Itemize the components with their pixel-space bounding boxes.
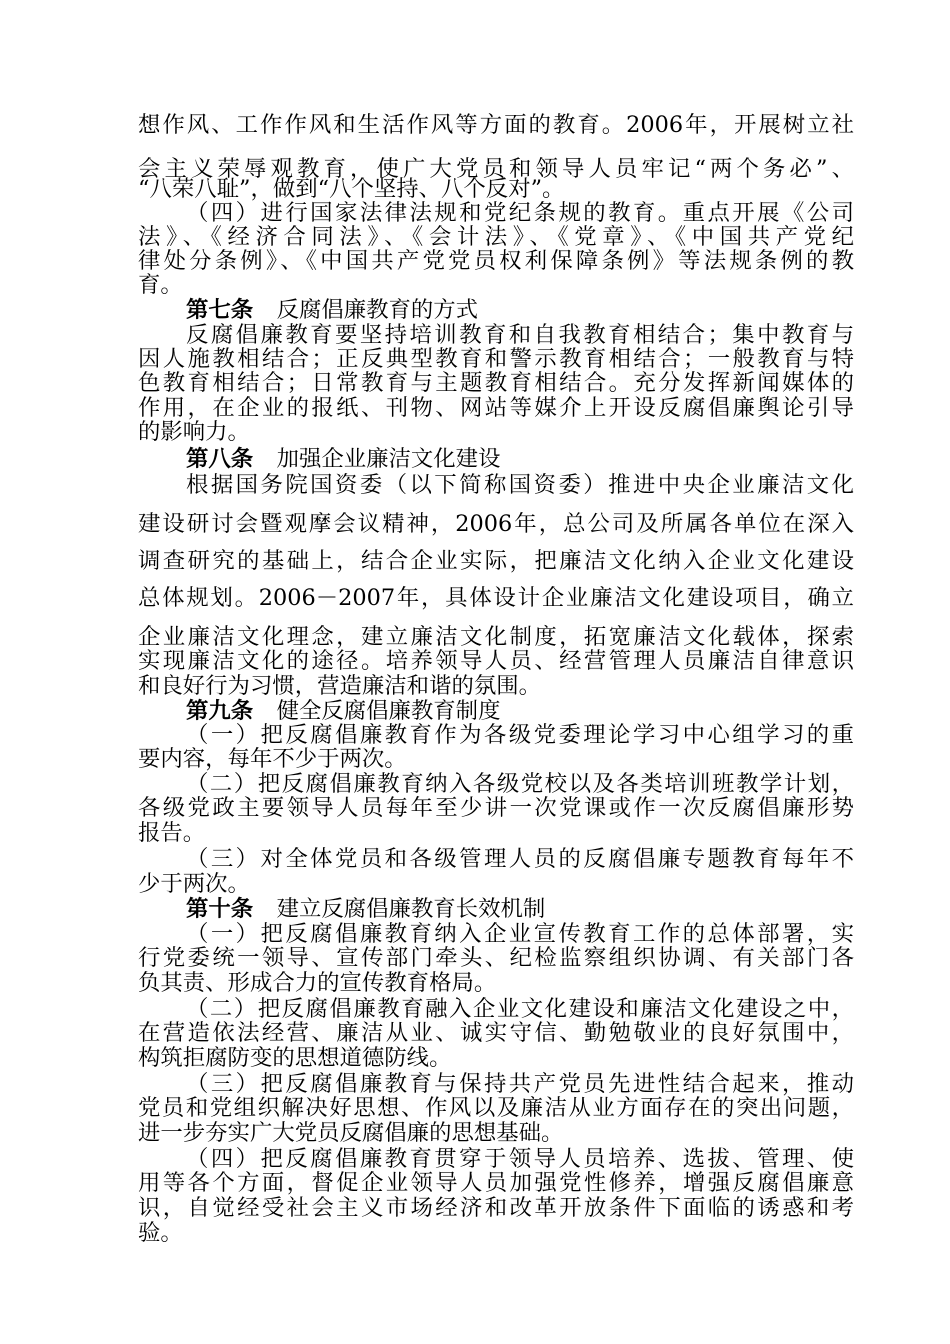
text-line: 想作风、工作作风和生活作风等方面的教育。2006年，开展树立社 bbox=[138, 112, 854, 138]
text-line: 行党委统一领导、宣传部门牵头、纪检监察组织协调、有关部门各 bbox=[138, 945, 854, 971]
text-line: 报告。 bbox=[138, 820, 206, 846]
article-8-heading bbox=[186, 446, 854, 472]
text-line: 根据国务院国资委（以下简称国资委）推进中央企业廉洁文化 bbox=[186, 472, 854, 498]
text-line: 少于两次。 bbox=[138, 871, 250, 897]
text-line: 构筑拒腐防变的思想道德防线。 bbox=[138, 1045, 452, 1071]
article-10-heading bbox=[186, 896, 854, 922]
text-line: 和良好行为习惯，营造廉洁和谐的氛围。 bbox=[138, 673, 542, 699]
article-number: 第八条 bbox=[186, 446, 254, 472]
text-line: 用等各个方面，督促企业领导人员加强党性修养，增强反腐倡廉意 bbox=[138, 1170, 854, 1196]
text-line: 调查研究的基础上，结合企业实际，把廉洁文化纳入企业文化建设 bbox=[138, 548, 854, 574]
text-line: 因人施教相结合；正反典型教育和警示教育相结合；一般教育与特 bbox=[138, 346, 854, 372]
text-line: 反腐倡廉教育要坚持培训教育和自我教育相结合；集中教育与 bbox=[186, 322, 854, 348]
text-line: （二）把反腐倡廉教育纳入各级党校以及各类培训班教学计划， bbox=[186, 771, 854, 797]
article-7-heading bbox=[186, 297, 854, 323]
text-line: 法》、《经济合同法》、《会计法》、《党章》、《中国共产党纪 bbox=[138, 224, 854, 250]
text-line: 各级党政主要领导人员每年至少讲一次党课或作一次反腐倡廉形势 bbox=[138, 795, 854, 821]
article-title: 反腐倡廉教育的方式 bbox=[276, 297, 479, 323]
article-9-heading bbox=[186, 698, 854, 724]
text-line: （三）对全体党员和各级管理人员的反腐倡廉专题教育每年不 bbox=[186, 846, 854, 872]
text-line: 育。 bbox=[138, 272, 183, 298]
text-line: 色教育相结合；日常教育与主题教育相结合。充分发挥新闻媒体的 bbox=[138, 370, 854, 396]
article-title: 健全反腐倡廉教育制度 bbox=[276, 698, 501, 724]
text-line: 律处分条例》、《中国共产党党员权利保障条例》等法规条例的教 bbox=[138, 248, 854, 274]
article-number: 第七条 bbox=[186, 297, 254, 323]
article-number: 第十条 bbox=[186, 896, 254, 922]
text-line: 作用，在企业的报纸、刊物、网站等媒介上开设反腐倡廉舆论引导 bbox=[138, 395, 854, 421]
article-number: 第九条 bbox=[186, 698, 254, 724]
text-line: “八荣八耻”，做到“八个坚持、八个反对”。 bbox=[138, 176, 565, 202]
text-line: 建设研讨会暨观摩会议精神，2006年，总公司及所属各单位在深入 bbox=[138, 511, 854, 537]
text-line: 的影响力。 bbox=[138, 419, 250, 445]
text-line: （一）把反腐倡廉教育纳入企业宣传教育工作的总体部署，实 bbox=[186, 921, 854, 947]
text-line: （二）把反腐倡廉教育融入企业文化建设和廉洁文化建设之中， bbox=[186, 996, 854, 1022]
text-line: 企业廉洁文化理念，建立廉洁文化制度，拓宽廉洁文化载体，探索 bbox=[138, 624, 854, 650]
text-line: 在营造依法经营、廉洁从业、诚实守信、勤勉敬业的良好氛围中， bbox=[138, 1020, 854, 1046]
text-line: （四）把反腐倡廉教育贯穿于领导人员培养、选拔、管理、使 bbox=[186, 1146, 854, 1172]
text-line: 验。 bbox=[138, 1220, 183, 1246]
text-line: （四）进行国家法律法规和党纪条规的教育。重点开展《公司 bbox=[186, 200, 854, 226]
text-line: 识，自觉经受社会主义市场经济和改革开放条件下面临的诱惑和考 bbox=[138, 1195, 854, 1221]
text-line: 会主义荣辱观教育，使广大党员和领导人员牢记“两个务必”、 bbox=[138, 156, 854, 182]
article-title: 建立反腐倡廉教育长效机制 bbox=[276, 896, 546, 922]
text-line: 负其责、形成合力的宣传教育格局。 bbox=[138, 970, 497, 996]
text-line: （三）把反腐倡廉教育与保持共产党员先进性结合起来，推动 bbox=[186, 1071, 854, 1097]
text-line: 实现廉洁文化的途径。培养领导人员、经营管理人员廉洁自律意识 bbox=[138, 648, 854, 674]
article-title: 加强企业廉洁文化建设 bbox=[276, 446, 501, 472]
text-line: 进一步夯实广大党员反腐倡廉的思想基础。 bbox=[138, 1120, 564, 1146]
text-line: （一）把反腐倡廉教育作为各级党委理论学习中心组学习的重 bbox=[186, 722, 854, 748]
text-line: 总体规划。2006－2007年，具体设计企业廉洁文化建设项目，确立 bbox=[138, 585, 854, 611]
text-line: 党员和党组织解决好思想、作风以及廉洁从业方面存在的突出问题， bbox=[138, 1095, 854, 1121]
text-line: 要内容，每年不少于两次。 bbox=[138, 746, 407, 772]
